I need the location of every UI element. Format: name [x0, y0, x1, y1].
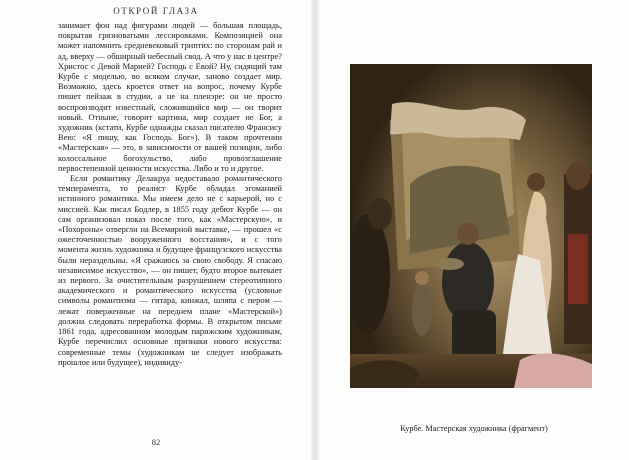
page-number: 82: [151, 437, 161, 447]
painting-illustration: [350, 64, 592, 388]
book-gutter: [311, 0, 319, 460]
paragraph-2: Если романтику Делакруа недоставало романтического темперамента, то реалист Курбе обладал эгоманией истинного романтика. Мы имеем дело не с карьерой, но с миссией. Как писал Бодлер, в 1855 году дебют Курбе — он сам организовал показ после того, как «Мастерскую», и «Похороны» отвергли на Всемирной выставке, — прошел «с ожесточенностью вооруженного восстания», и с того момента жизнь художника и будущее французского искусства были нераздельны. «Я сражаюсь за свою свободу. Я спасаю независимое искусство», — он пишет, будто второе вытекает из первого. За очистительным разрушением стереотипного академического и романтического искусства (условные символы романтизма — гитара, кинжал, шляпа с пером — лежат поверженные на переднем плане «Мастерской») должна следовать переработка формы. В открытом письме 1861 года, адресованном молодым парижским художникам, Курбе перечислил основные признаки нового искусства: современные темы (художникам не следует изображать прошлое или будущее), индивиду-: [58, 173, 282, 367]
left-page: [0, 0, 312, 460]
painting-caption: Курбе. Мастерская художника (фрагмент): [400, 424, 548, 433]
paragraph-1: занимает фон над фигурами людей — большая площадь, покрытая грязноватыми лессировками. Композицией она может напомнить средневековый триптих: по сторонам рай и ад, вверху — обширный небесный свод. А что у нас в центре? Христос с Девой Марией? Господь с Евой? Ну, сидящий там Курбе с моделью, во всяком случае, заново создает мир. Возможно, здесь кроется ответ на вопрос, почему Курбе пишет пейзаж в студии, а не на пленэре: он не просто воспроизводит известный, сложившийся мир — он творит новый. Отныне, говорит картина, мир создает не Бог, а художник (кстати, Курбе однажды сказал писателю Франсису Вею: «Я пишу, как Господь Бог»). В таком прочтении «Мастерская» — это, в зависимости от вашей позиции, либо колоссальное богохульство, либо провозглашение первостепенной ценности искусства. Либо и то и другое.: [58, 20, 282, 173]
right-page: [319, 0, 629, 460]
running-head: ОТКРОЙ ГЛАЗА: [113, 6, 199, 16]
body-text: [58, 20, 282, 367]
